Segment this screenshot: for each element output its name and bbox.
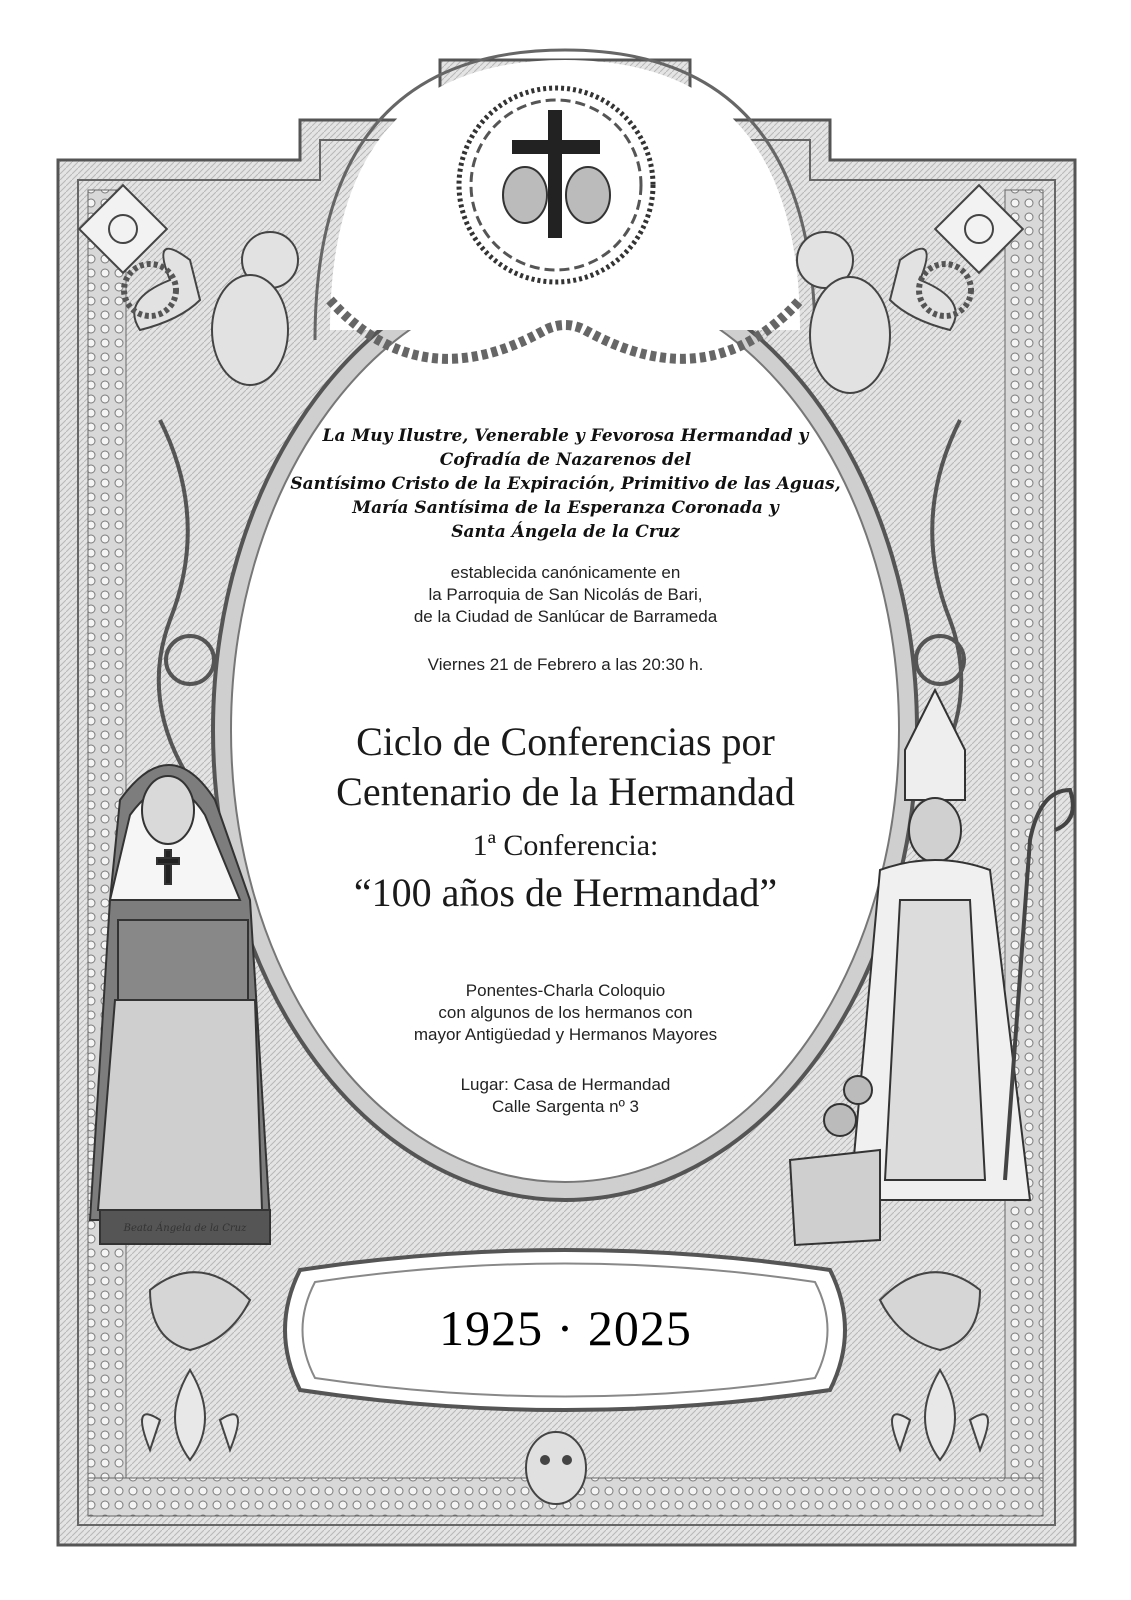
venue-line2: Calle Sargenta nº 3: [491, 1097, 640, 1116]
conference-number: 1ª Conferencia:: [472, 829, 659, 862]
statue-caption: Beata Ángela de la Cruz: [123, 1223, 247, 1234]
centenary-years: 1925 · 2025: [439, 1300, 692, 1356]
speakers-line3: mayor Antigüedad y Hermanos Mayores: [413, 1025, 718, 1044]
brotherhood-name-line5: Santa Ángela de la Cruz: [451, 522, 680, 542]
location-line1: establecida canónicamente en: [450, 563, 681, 582]
event-date: Viernes 21 de Febrero a las 20:30 h.: [427, 655, 704, 674]
venue-line1: Lugar: Casa de Hermandad: [460, 1075, 671, 1094]
speakers-line2: con algunos de los hermanos con: [438, 1003, 693, 1022]
brotherhood-name-line4: María Santísima de la Esperanza Coronada y: [352, 498, 779, 518]
title-line2: Centenario de la Hermandad: [336, 769, 795, 814]
title-line1: Ciclo de Conferencias por: [356, 719, 775, 764]
speakers-line1: Ponentes-Charla Coloquio: [465, 981, 666, 1000]
brotherhood-name-line1: La Muy Ilustre, Venerable y Fevorosa Hermandad y: [322, 426, 809, 446]
mask-icon: [526, 1432, 586, 1504]
conference-title: “100 años de Hermandad”: [353, 870, 778, 915]
location-line2: la Parroquia de San Nicolás de Bari,: [428, 585, 703, 604]
brotherhood-name-line3: Santísimo Cristo de la Expiración, Primitivo de las Aguas,: [290, 474, 841, 494]
location-line3: de la Ciudad de Sanlúcar de Barrameda: [413, 607, 718, 626]
brotherhood-name-line2: Cofradía de Nazarenos del: [439, 450, 692, 470]
